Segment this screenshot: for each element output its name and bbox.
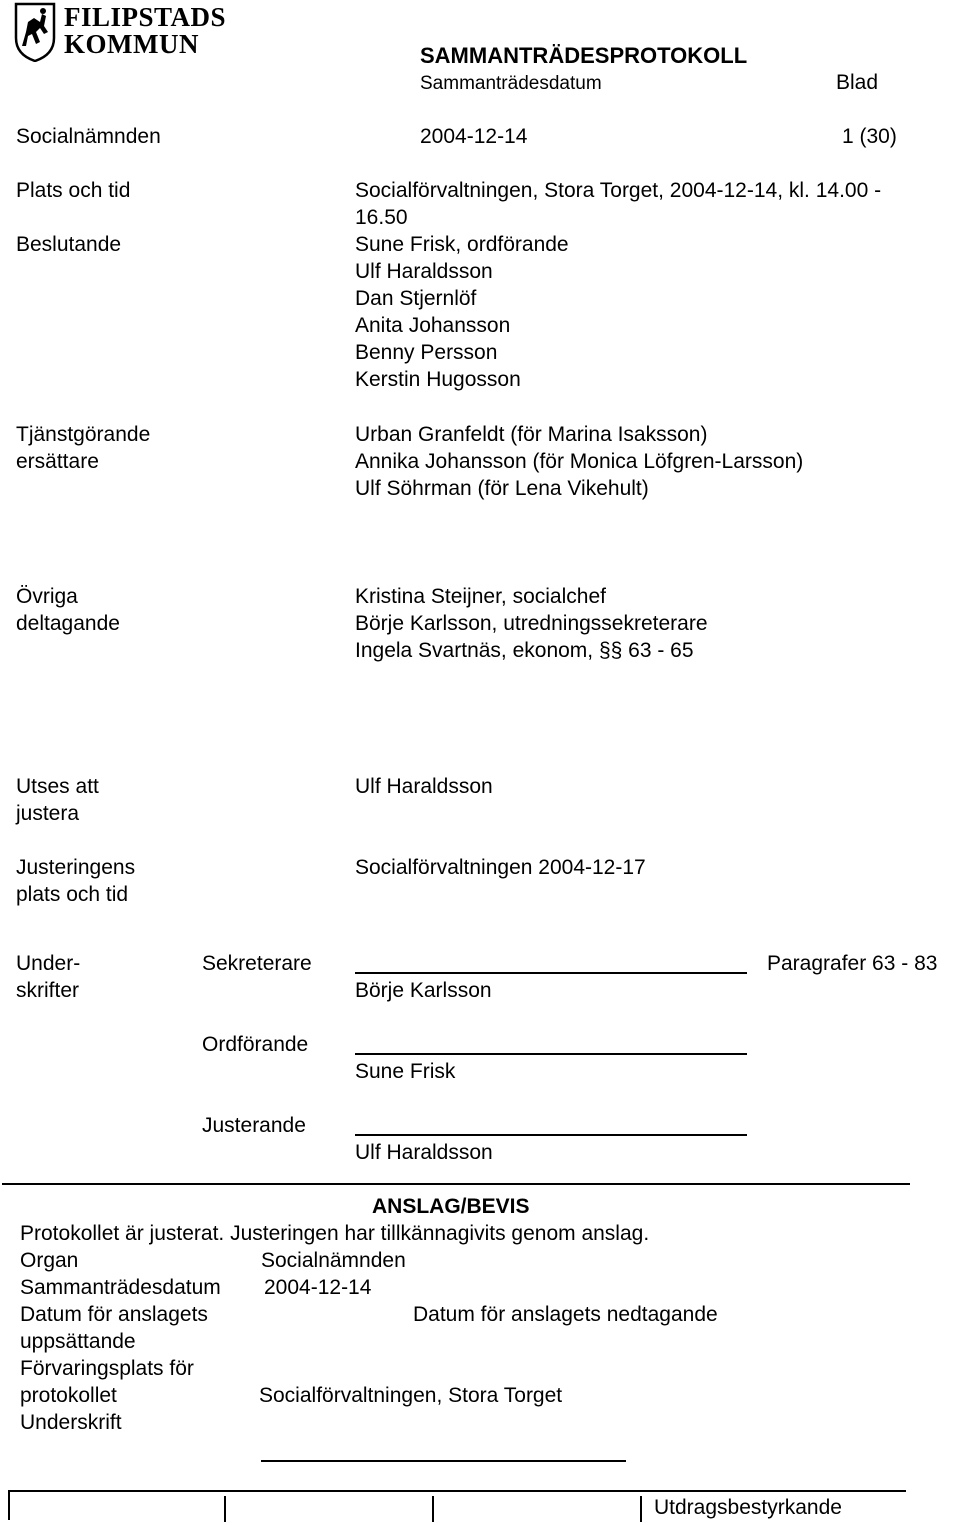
secretary-name: Börje Karlsson	[355, 979, 492, 1002]
adjuster-sign-label: Justerande	[202, 1114, 306, 1137]
place-value-cont: 16.50	[355, 206, 408, 229]
adjuster-signature-line	[355, 1134, 747, 1136]
list-item: Ingela Svartnäs, ekonom, §§ 63 - 65	[355, 639, 694, 662]
certified-extract-label: Utdragsbestyrkande	[654, 1496, 842, 1519]
place-label: Plats och tid	[16, 179, 131, 202]
deciding-list	[355, 231, 569, 393]
coat-of-arms-icon	[14, 2, 56, 62]
substitutes-list	[355, 421, 803, 502]
secretary-signature-line	[355, 972, 747, 974]
place-value: Socialförvaltningen, Stora Torget, 2004-12-14, kl. 14.00 -	[355, 179, 882, 202]
list-item: Sune Frisk, ordförande	[355, 233, 569, 256]
chair-label: Ordförande	[202, 1033, 309, 1056]
notice-date-label: Sammanträdesdatum	[20, 1276, 221, 1299]
adjust-place-label: Justeringens	[16, 856, 136, 879]
storage-label-cont: protokollet	[20, 1384, 117, 1407]
meeting-date: 2004-12-14	[420, 125, 528, 148]
organ-label: Organ	[20, 1249, 79, 1272]
page-number: 1 (30)	[842, 125, 897, 148]
chair-name: Sune Frisk	[355, 1060, 456, 1083]
substitutes-label-cont: ersättare	[16, 450, 99, 473]
list-item: Benny Persson	[355, 341, 498, 364]
signatures-label-cont: skrifter	[16, 979, 79, 1002]
page-label: Blad	[836, 71, 879, 94]
others-label-cont: deltagande	[16, 612, 120, 635]
list-item: Kristina Steijner, socialchef	[355, 585, 606, 608]
posted-date-label-cont: uppsättande	[20, 1330, 136, 1353]
adjust-place-label-cont: plats och tid	[16, 883, 129, 906]
adjust-place-value: Socialförvaltningen 2004-12-17	[355, 856, 646, 879]
adjuster-sign-name: Ulf Haraldsson	[355, 1141, 493, 1164]
meeting-date-label: Sammanträdesdatum	[420, 73, 602, 94]
list-item: Börje Karlsson, utredningssekreterare	[355, 612, 708, 635]
list-item: Dan Stjernlöf	[355, 287, 477, 310]
storage-label: Förvaringsplats för	[20, 1357, 194, 1380]
storage-value: Socialförvaltningen, Stora Torget	[259, 1384, 563, 1407]
substitutes-label: Tjänstgörande	[16, 423, 151, 446]
municipality-logo	[14, 2, 234, 66]
paragraphs-range: Paragrafer 63 - 83	[767, 952, 938, 975]
footer-divider	[224, 1496, 226, 1522]
others-label: Övriga	[16, 585, 78, 608]
signatures-label: Under-	[16, 952, 81, 975]
list-item: Ulf Haraldsson	[355, 260, 493, 283]
chair-signature-line	[355, 1053, 747, 1055]
deciding-label: Beslutande	[16, 233, 122, 256]
document-type: SAMMANTRÄDESPROTOKOLL	[420, 43, 748, 68]
list-item: Urban Granfeldt (för Marina Isaksson)	[355, 423, 708, 446]
notice-statement: Protokollet är justerat. Justeringen har tillkännagivits genom anslag.	[20, 1222, 650, 1245]
adjuster-label-cont: justera	[16, 802, 80, 825]
notice-signature-label: Underskrift	[20, 1411, 122, 1434]
committee-name: Socialnämnden	[16, 125, 161, 148]
organ-value: Socialnämnden	[261, 1249, 406, 1272]
removed-date-label: Datum för anslagets nedtagande	[413, 1303, 718, 1326]
list-item: Anita Johansson	[355, 314, 511, 337]
posted-date-label: Datum för anslagets	[20, 1303, 208, 1326]
list-item: Annika Johansson (för Monica Löfgren-Larsson)	[355, 450, 804, 473]
logo-line-1: FILIPSTADS	[64, 2, 227, 32]
list-item: Kerstin Hugosson	[355, 368, 521, 391]
adjuster-name: Ulf Haraldsson	[355, 775, 493, 798]
notice-title: ANSLAG/BEVIS	[372, 1195, 530, 1218]
secretary-label: Sekreterare	[202, 952, 312, 975]
footer-divider	[8, 1490, 10, 1520]
logo-line-2: KOMMUN	[64, 29, 199, 59]
footer-divider	[432, 1496, 434, 1522]
others-list	[355, 583, 708, 664]
list-item: Ulf Söhrman (för Lena Vikehult)	[355, 477, 649, 500]
notice-signature-line	[261, 1460, 626, 1462]
notice-date-value: 2004-12-14	[264, 1276, 372, 1299]
footer-top-rule	[8, 1490, 906, 1492]
footer-divider	[640, 1496, 642, 1522]
notice-top-rule	[2, 1183, 910, 1185]
adjuster-label: Utses att	[16, 775, 99, 798]
